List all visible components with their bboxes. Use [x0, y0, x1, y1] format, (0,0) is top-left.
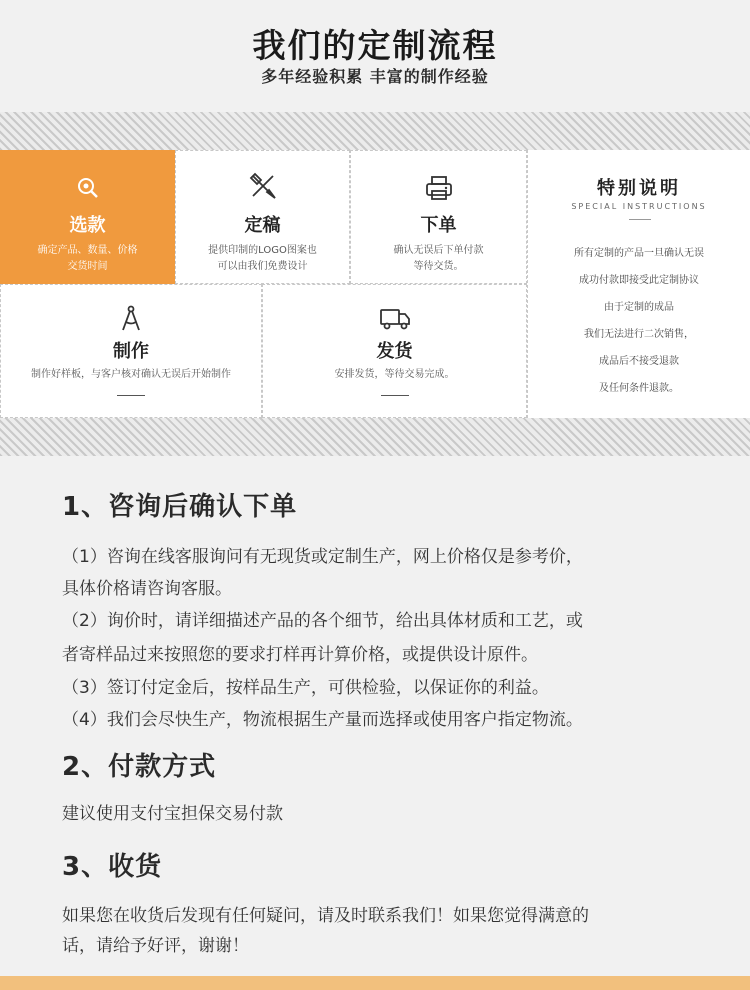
- step-desc: 安排发货，等待交易完成。: [334, 369, 455, 380]
- step-select[interactable]: [0, 150, 175, 284]
- truck-icon: [263, 303, 526, 333]
- section-line: （1）咨询在线客服询问有无现货或定制生产，网上价格仅是参考价，: [62, 547, 583, 567]
- special-instructions: [527, 150, 750, 418]
- page-title: 我们的定制流程: [252, 26, 498, 65]
- step-name: 下单: [420, 215, 457, 236]
- special-line: 成功付款即接受此定制协议: [579, 275, 699, 286]
- divider: [381, 395, 409, 396]
- section-title: 2、付款方式: [62, 752, 217, 782]
- step-ship[interactable]: [262, 284, 527, 418]
- section-title: 3、收货: [62, 852, 163, 882]
- bottom-bar: [0, 976, 750, 990]
- header: [0, 0, 750, 112]
- section-line: 建议使用支付宝担保交易付款: [62, 804, 283, 824]
- step-order[interactable]: [350, 150, 527, 284]
- section-line: 具体价格请咨询客服。: [62, 579, 232, 599]
- section-line: 如果您在收货后发现有任何疑问，请及时联系我们！如果您觉得满意的: [62, 906, 589, 926]
- step-desc: 提供印制的LOGO图案也: [208, 245, 317, 256]
- design-tools-icon: [176, 171, 349, 201]
- divider: [629, 219, 651, 220]
- section-line: （4）我们会尽快生产，物流根据生产量而选择或使用客户指定物流。: [62, 710, 583, 730]
- section-line: （3）签订付定金后，按样品生产，可供检验，以保证你的利益。: [62, 678, 549, 698]
- section-title: 1、咨询后确认下单: [62, 492, 298, 522]
- step-name: 定稿: [244, 215, 281, 236]
- step-desc: 确认无误后下单付款: [393, 245, 484, 256]
- step-desc: 可以由我们免费设计: [217, 261, 308, 272]
- divider: [117, 395, 145, 396]
- step-desc: 等待交货。: [413, 261, 464, 272]
- section-line: （2）询价时，请详细描述产品的各个细节，给出具体材质和工艺，或: [62, 611, 583, 631]
- page-subtitle: 多年经验积累 丰富的制作经验: [261, 67, 489, 86]
- special-line: 成品后不接受退款: [599, 356, 679, 367]
- step-desc: 交货时间: [67, 261, 108, 272]
- step-desc: 制作好样板，与客户核对确认无误后开始制作: [31, 369, 231, 380]
- instructions-content: [0, 456, 750, 976]
- step-name: 发货: [376, 341, 413, 362]
- section-line: 话，请给予好评，谢谢！: [62, 936, 249, 956]
- special-subtitle: SPECIAL INSTRUCTIONS: [571, 202, 707, 211]
- special-line: 我们无法进行二次销售，: [584, 329, 694, 340]
- step-name: 制作: [113, 341, 149, 362]
- step-desc: 确定产品、数量、价格: [37, 245, 138, 256]
- process-grid: [0, 150, 750, 418]
- special-title: 特别说明: [597, 178, 681, 199]
- stripe-divider-top: [0, 112, 750, 150]
- special-line: 由于定制的成品: [604, 302, 674, 313]
- compass-icon: [1, 303, 261, 333]
- special-line: 所有定制的产品一旦确认无误: [574, 248, 704, 259]
- special-line: 及任何条件退款。: [599, 383, 679, 394]
- stripe-divider-bottom: [0, 418, 750, 456]
- step-draft[interactable]: [175, 150, 350, 284]
- section-line: 者寄样品过来按照您的要求打样再计算价格，或提供设计原件。: [62, 645, 538, 665]
- step-produce[interactable]: [0, 284, 262, 418]
- search-icon: [1, 173, 174, 203]
- printer-icon: [351, 173, 526, 203]
- step-name: 选款: [69, 215, 106, 236]
